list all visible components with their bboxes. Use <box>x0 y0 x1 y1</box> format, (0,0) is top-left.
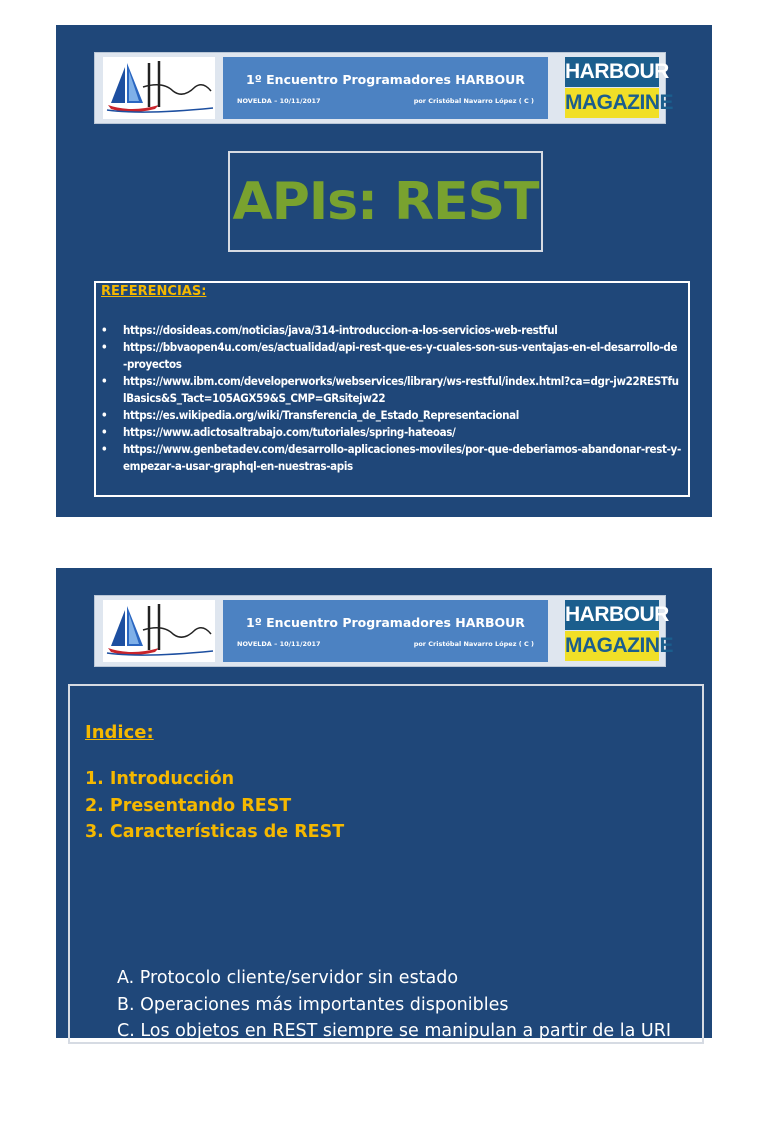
harbour-project-logo <box>103 57 215 119</box>
magazine-logo-top: HARBOUR <box>565 600 659 630</box>
reference-link[interactable]: • https://www.genbetadev.com/desarrollo-aplicaciones-moviles/por-que-deberiamos-abandonar-rest-y-empezar-a-usar-graphql-en-nuestras-apis <box>101 441 681 475</box>
harbour-project-logo <box>103 600 215 662</box>
slide-header-banner <box>94 52 666 124</box>
event-title: 1º Encuentro Programadores HARBOUR <box>223 615 548 630</box>
magazine-logo-bottom: MAGAZINE <box>565 631 659 661</box>
slide-title-box <box>228 151 543 252</box>
index-sub-item: A. Protocolo cliente/servidor sin estado <box>117 965 671 992</box>
index-sub-item: B. Operaciones más importantes disponibles <box>117 992 671 1019</box>
index-box <box>68 684 704 1044</box>
sailboat-logo-icon <box>103 57 215 119</box>
index-main-item: 2. Presentando REST <box>85 793 344 820</box>
references-box <box>94 281 690 497</box>
banner-title-panel <box>223 600 548 662</box>
references-heading: REFERENCIAS: <box>101 284 206 299</box>
magazine-logo-top: HARBOUR <box>565 57 659 87</box>
index-sub-item: E. Sistema de capas <box>117 1071 671 1098</box>
index-sub-item: D. Interfaz uniforme <box>117 1045 671 1072</box>
index-main-list <box>85 766 344 846</box>
harbour-magazine-logo <box>565 57 659 119</box>
event-author: por Cristóbal Navarro López ( C ) <box>414 97 534 105</box>
index-main-item: 3. Características de REST <box>85 819 344 846</box>
slide-title: APIs: REST <box>230 153 541 250</box>
slide-index <box>56 568 712 1038</box>
reference-link[interactable]: • https://www.adictosaltrabajo.com/tutoriales/spring-hateoas/ <box>101 424 681 441</box>
event-author: por Cristóbal Navarro López ( C ) <box>414 640 534 648</box>
slide-references <box>56 25 712 517</box>
slide-header-banner <box>94 595 666 667</box>
harbour-magazine-logo <box>565 600 659 662</box>
index-heading: Indice: <box>85 722 154 743</box>
event-location-date: NOVELDA – 10/11/2017 <box>237 640 321 648</box>
sailboat-logo-icon <box>103 600 215 662</box>
index-sub-item: F. Uso de hypermedios <box>117 1098 671 1124</box>
reference-link[interactable]: • https://bbvaopen4u.com/es/actualidad/api-rest-que-es-y-cuales-son-sus-ventajas-en-el-desarrollo-de-proyectos <box>101 339 681 373</box>
index-sub-list <box>117 965 671 1124</box>
event-location-date: NOVELDA – 10/11/2017 <box>237 97 321 105</box>
reference-link[interactable]: • https://dosideas.com/noticias/java/314-introduccion-a-los-servicios-web-restful <box>101 322 681 339</box>
banner-title-panel <box>223 57 548 119</box>
reference-link[interactable]: • https://www.ibm.com/developerworks/webservices/library/ws-restful/index.html?ca=dgr-jw22RESTfulBasics&S_Tact=105AGX59&S_CMP=GRsitejw22 <box>101 373 681 407</box>
magazine-logo-bottom: MAGAZINE <box>565 88 659 118</box>
index-main-item: 1. Introducción <box>85 766 344 793</box>
reference-link[interactable]: • https://es.wikipedia.org/wiki/Transferencia_de_Estado_Representacional <box>101 407 681 424</box>
references-list <box>101 322 681 475</box>
index-sub-item: C. Los objetos en REST siempre se manipulan a partir de la URI <box>117 1018 671 1045</box>
event-title: 1º Encuentro Programadores HARBOUR <box>223 72 548 87</box>
